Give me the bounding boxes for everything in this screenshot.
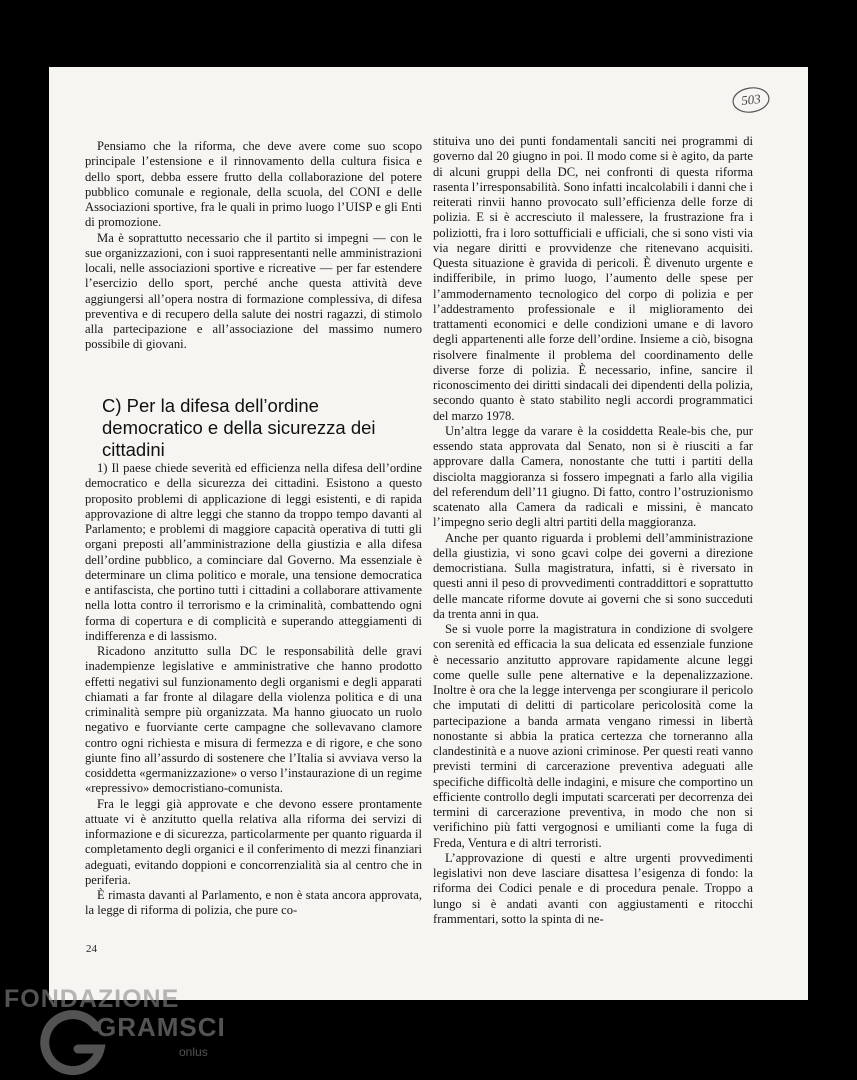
handwritten-page-reference xyxy=(731,86,771,114)
paragraph: 1) Il paese chiede severità ed efficienza nella difesa dell’ordine democratico e della sicurezza dei cittadini. Esistono a questo proposito problemi di applicazione di leggi esistenti, e di rapida approvazione di altre leggi che stanno da troppo tempo davanti al Parlamento; e problemi di maggiore capacità operativa di tutti gli organi preposti all’amministrazione della giustizia e alla difesa dell’ordine pubblico, a cominciare dal Governo. Ma essenziale è determinare un clima politico e morale, una tensione democratica e antifascista, che portino tutti i cittadini a collaborare attivamente nella lotta contro il terrorismo e la criminalità, combattendo ogni forma di copertura e di complicità e superando atteggiamenti di indifferenza e di lassismo. xyxy=(85,461,422,643)
paragraph: Fra le leggi già approvate e che devono essere prontamente attuate vi è anzitutto quella relativa alla riforma dei servizi di informazione e di sicurezza, particolarmente per quanto riguarda il completamento degli organici e il conferimento di mezzi finanziari adeguati, evitando doppioni e concorrenzialità sia al centro che in periferia. xyxy=(85,796,422,887)
paragraph: Se si vuole porre la magistratura in condizione di svolgere con serenità ed efficacia la sua delicata ed essenziale funzione è necessario anzitutto approvare rapidamente alcune leggi come quelle sulle pene alternative e la depenalizzazione. Inoltre è ora che la legge intervenga per scongiurare il pericolo che imputati di delitti di particolare pericolosità come la partecipazione a banda armata vengano rimessi in libertà nonostante si abbia la pratica certezza che torneranno alla clandestinità e a nuove azioni criminose. Per questi reati vanno previsti termini di carcerazione preventiva adeguati alle specifiche difficoltà delle indagini, e misure che comportino un efficiente controllo degli imputati scarcerati per decorrenza dei termini di carcerazione preventiva, in modo che non si verifichino più fatti vergognosi e umilianti come la fuga di Freda, Ventura e di altri terroristi. xyxy=(433,622,753,850)
page-number: 24 xyxy=(86,943,97,955)
page-reference-text: 503 xyxy=(740,91,762,108)
paragraph: È rimasta davanti al Parlamento, e non è stata ancora approvata, la legge di riforma di polizia, che pure co- xyxy=(85,888,422,918)
archive-watermark xyxy=(4,985,234,1080)
document-page xyxy=(49,67,808,1000)
paragraph: stituiva uno dei punti fondamentali sanciti nei programmi di governo dal 20 giugno in poi. Il modo come si è agito, da parte di alcuni gruppi della DC, nei confronti di questa riforma rasenta l’irresponsabilità. Sono infatti incalcolabili i danni che i reiterati rinvii hanno provocato sull’efficienza delle forze di polizia. E si è accresciuto il malessere, la frustrazione fra i poliziotti, fra i loro sottufficiali e ufficiali, che si sono visti via via negare diritti e provvidenze che ritenevano acquisiti. Questa situazione è gravida di pericoli. È divenuto urgente e indifferibile, in primo luogo, l’aumento delle spese per l’ammodernamento tecnologico del corpo di polizia e per l’addestramento professionale e il miglioramento dei trattamenti economici e delle condizioni umane e di lavoro degli appartenenti alle forze dell’ordine. Insieme a ciò, bisogna risolvere finalmente il problema del coordinamento delle diverse forze di polizia. È necessario, infine, sancire il riconoscimento dei diritti sindacali dei dipendenti della polizia, secondo quanto è stato stabilito negli accordi programmatici del marzo 1978. xyxy=(433,134,753,423)
paragraph: L’approvazione di questi e altre urgenti provvedimenti legislativi non deve lasciare disattesa l’esigenza di fondo: la riforma dei Codici penale e di procedura penale. Troppo a lungo si è andati avanti con aggiustamenti e ritocchi frammentari, sotto la spinta di ne- xyxy=(433,850,753,926)
paragraph: Pensiamo che la riforma, che deve avere come suo scopo principale l’estensione e il rinnovamento della cultura fisica e dello sport, debba essere frutto della collaborazione del potere pubblico comunale e regionale, della scuola, del CONI e delle Associazioni sportive, fra le quali in primo luogo l’UISP e gli Enti di promozione. xyxy=(85,139,422,230)
watermark-line-1: FONDAZIONE xyxy=(4,985,180,1013)
left-column-intro xyxy=(85,139,422,353)
section-heading: C) Per la difesa dell’ordine democratico e della sicurezza dei cittadini xyxy=(102,395,376,460)
watermark-line-3: onlus xyxy=(179,1045,208,1059)
paragraph: Un’altra legge da varare è la cosiddetta Reale-bis che, pur essendo stata approvata dal Senato, non si è riusciti a far approvare dalla Camera, nonostante che tutti i partiti della disciolta maggioranza si fossero impegnati a farlo alla vigilia del referendum dell’11 giugno. Di fatto, contro l’ostruzionismo scatenato alla Camera da radicali e missini, è mancato l’impegno serio degli altri partiti della maggioranza. xyxy=(433,423,753,530)
paragraph: Ma è soprattutto necessario che il partito si impegni — con le sue organizzazioni, con i suoi rappresentanti nelle amministrazioni locali, nelle associazioni sportive e ricreative — per far estendere l’esercizio dello sport, perché anche questa attività deve aggiungersi all’opera nostra di formazione complessiva, di difesa preventiva e di recupero della salute dei nostri ragazzi, di stimolo alla partecipazione e all’associazione del massimo numero possibile di giovani. xyxy=(85,230,422,352)
right-column xyxy=(433,134,753,927)
left-column-main xyxy=(85,461,422,919)
paragraph: Ricadono anzitutto sulla DC le responsabilità delle gravi inadempienze legislative e amministrative che hanno prodotto effetti negativi sul funzionamento degli organismi e degli apparati chiamati a far fronte al dilagare della violenza politica e di una criminalità sempre più organizzata. Ma hanno giuocato un ruolo negativo e fuorviante certe campagne che sollevavano clamore contro ogni richiesta e misura di fermezza e di rigore, e che sono giunte fino all’assurdo di sostenere che l’Italia si avviava verso la cosiddetta «germanizzazione» o verso l’instaurazione di un regime «repressivo» democristiano-comunista. xyxy=(85,644,422,796)
paragraph: Anche per quanto riguarda i problemi dell’amministrazione della giustizia, vi sono gcavi colpe dei governi a direzione democristiana. Sulla magistratura, infatti, si è riversato in questi anni il peso di provvedimenti contraddittori e soprattutto delle mancate riforme dovute ai governi che si sono succeduti da trenta anni in qua. xyxy=(433,530,753,621)
watermark-line-2: GRAMSCI xyxy=(96,1012,226,1042)
